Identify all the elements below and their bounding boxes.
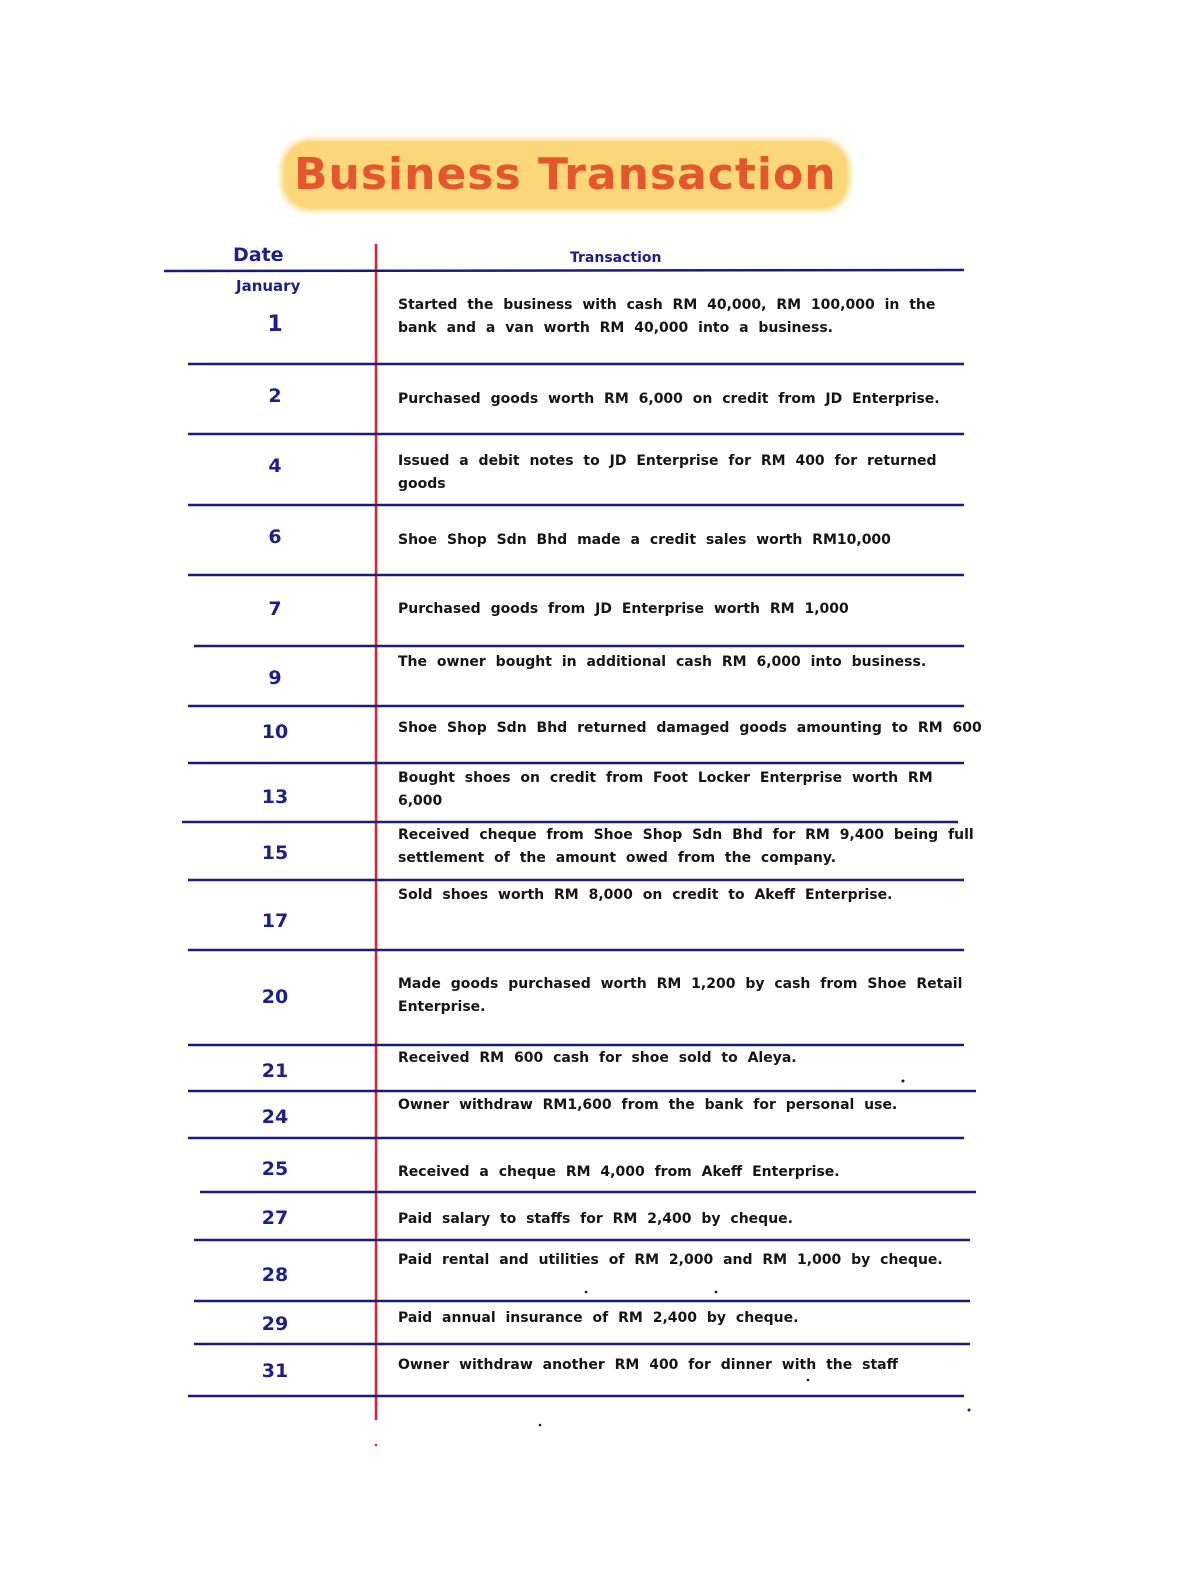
date-cell: 4 — [268, 455, 282, 477]
date-cell: 2 — [268, 385, 282, 407]
date-cell: 25 — [261, 1158, 289, 1180]
date-cell: 28 — [261, 1264, 289, 1286]
date-cell: 29 — [261, 1313, 289, 1335]
transaction-text: Made goods purchased worth RM 1,200 by cash from Shoe Retail Enterprise. — [398, 976, 963, 1015]
date-cell: 9 — [268, 667, 282, 689]
header-date: Date — [233, 244, 284, 266]
date-cell: 20 — [261, 986, 289, 1008]
transaction-text: Received RM 600 cash for shoe sold to Aleya. — [398, 1050, 797, 1066]
transaction-text: The owner bought in additional cash RM 6,000 into business. — [398, 654, 927, 670]
transaction-text: Started the business with cash RM 40,000, RM 100,000 in the bank and a van worth RM 40,000 into a business. — [398, 297, 936, 336]
date-cell: 10 — [261, 721, 289, 743]
date-cell: 21 — [261, 1060, 289, 1082]
date-cell: 6 — [268, 526, 282, 548]
date-cell: 13 — [261, 786, 289, 808]
transaction-text: Paid rental and utilities of RM 2,000 and RM 1,000 by cheque. — [398, 1252, 943, 1268]
date-cell: 27 — [261, 1207, 289, 1229]
ink-dot — [375, 1444, 378, 1447]
date-cell: 1 — [267, 312, 283, 337]
transaction-text: Purchased goods worth RM 6,000 on credit from JD Enterprise. — [398, 391, 940, 407]
header-rule — [164, 270, 964, 271]
date-cell: 7 — [268, 598, 282, 620]
date-cell: 15 — [261, 842, 289, 864]
transaction-text: Bought shoes on credit from Foot Locker Enterprise worth RM 6,000 — [398, 770, 933, 809]
ink-dot — [902, 1080, 905, 1083]
transaction-text: Paid salary to staffs for RM 2,400 by cheque. — [398, 1211, 793, 1227]
ink-dot — [585, 1291, 588, 1294]
transaction-text: Shoe Shop Sdn Bhd made a credit sales worth RM10,000 — [398, 532, 891, 548]
date-cell: 24 — [261, 1106, 289, 1128]
transaction-text: Shoe Shop Sdn Bhd returned damaged goods amounting to RM 600 — [398, 720, 982, 736]
transaction-text: Received a cheque RM 4,000 from Akeff Enterprise. — [398, 1164, 840, 1180]
ink-dot — [715, 1291, 718, 1294]
transaction-text: Owner withdraw another RM 400 for dinner with the staff — [398, 1357, 898, 1373]
date-cell: 17 — [261, 910, 289, 932]
transaction-text: Purchased goods from JD Enterprise worth RM 1,000 — [398, 601, 849, 617]
date-cell: 31 — [261, 1360, 289, 1382]
transaction-text: Issued a debit notes to JD Enterprise for RM 400 for returned goods — [398, 453, 937, 492]
header-transaction: Transaction — [570, 250, 662, 266]
ink-dot — [539, 1424, 542, 1427]
ink-dot — [807, 1379, 810, 1382]
transaction-text: Sold shoes worth RM 8,000 on credit to Akeff Enterprise. — [398, 887, 893, 903]
transaction-text: Paid annual insurance of RM 2,400 by cheque. — [398, 1310, 799, 1326]
transaction-text: Owner withdraw RM1,600 from the bank for personal use. — [398, 1097, 898, 1113]
page-title: Business Transaction — [284, 142, 847, 208]
month-label: January — [236, 277, 301, 295]
ink-dot — [968, 1409, 971, 1412]
transaction-text: Received cheque from Shoe Shop Sdn Bhd for RM 9,400 being full settlement of the amount owed from the company. — [398, 827, 974, 866]
